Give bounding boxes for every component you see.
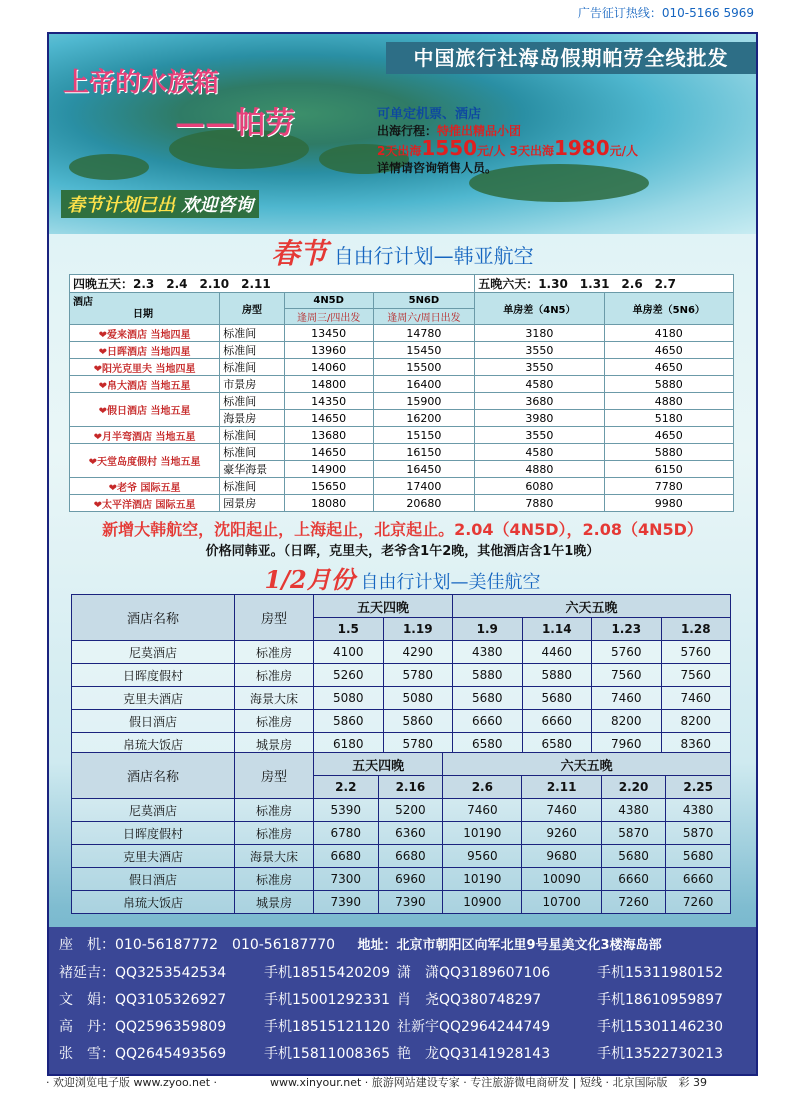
price-cell: 5260 [314, 664, 384, 687]
single-supp-5n6d: 4650 [604, 342, 733, 359]
single-supp-5n6d: 4880 [604, 393, 733, 410]
room-type: 标准间 [220, 478, 284, 495]
col-date: 日期 [133, 308, 153, 320]
hotel-name: 日晖度假村 [72, 822, 235, 845]
table3-col-hotel: 酒店名称 [72, 753, 235, 799]
room-type: 城景房 [235, 733, 314, 756]
single-supp-5n6d: 7780 [604, 478, 733, 495]
price-cell: 10190 [443, 822, 522, 845]
single-supp-4n5d: 7880 [475, 495, 604, 512]
table-row [70, 342, 734, 359]
price-cell: 6580 [522, 733, 592, 756]
hotel-name: ❤日晖酒店 当地四星 [70, 342, 220, 359]
date-header: 2.2 [314, 776, 379, 799]
info-line2-label: 出海行程： [377, 124, 438, 138]
room-type: 标准房 [235, 868, 314, 891]
table-row [70, 376, 734, 393]
price-cell: 7260 [666, 891, 731, 914]
price-cell: 7460 [592, 687, 662, 710]
price-5n6d: 16200 [373, 410, 475, 427]
single-supp-5n6d: 5180 [604, 410, 733, 427]
jan-feb-price-table-2 [71, 752, 731, 914]
table3-group-row [72, 753, 731, 776]
price-4n5d: 14900 [284, 461, 373, 478]
price-cell: 5760 [661, 641, 731, 664]
price-4n5d: 14650 [284, 410, 373, 427]
room-type: 市景房 [220, 376, 284, 393]
footer-right: www.xinyour.net · 旅游网站建设专家 · 专注旅游微电商研发 | 短线 · 北京国际版 彩 39 [270, 1076, 707, 1089]
date-header: 2.20 [601, 776, 666, 799]
price-cell: 4100 [314, 641, 384, 664]
price-cell: 8360 [661, 733, 731, 756]
contact-qq: 文 娟：QQ3105326927 [59, 992, 227, 1008]
banner-title: 中国旅行社海岛假期帕劳全线批发 [386, 42, 756, 74]
room-type: 豪华海景 [220, 461, 284, 478]
contact-qq: 张 雪：QQ2645493569 [59, 1046, 227, 1062]
price-cell: 8200 [592, 710, 662, 733]
single-supp-5n6d: 4180 [604, 325, 733, 342]
price-4n5d: 13680 [284, 427, 373, 444]
price-5n6d: 14780 [373, 325, 475, 342]
room-type: 标准房 [235, 641, 314, 664]
col-5n6d-sub: 逢周六/周日出发 [373, 309, 475, 325]
room-type: 标准房 [235, 799, 314, 822]
contact-row [59, 989, 723, 1009]
price-4n5d: 14800 [284, 376, 373, 393]
price-cell: 5860 [314, 710, 384, 733]
hotel-name: ❤帛大酒店 当地五星 [70, 376, 220, 393]
single-supp-4n5d: 6080 [475, 478, 604, 495]
price-4n5d: 13450 [284, 325, 373, 342]
single-supp-4n5d: 3180 [475, 325, 604, 342]
date-header: 1.9 [453, 618, 523, 641]
dates-5n6d: 五晚六天：1.30 1.31 2.6 2.7 [475, 275, 734, 293]
col-single4: 单房差（4N5） [475, 293, 604, 325]
section2-heading [49, 560, 756, 595]
korea-air-price-table [69, 274, 734, 512]
price-cell: 6360 [378, 822, 443, 845]
table-row [70, 325, 734, 342]
room-type: 标准房 [235, 710, 314, 733]
price-cell: 6660 [601, 868, 666, 891]
price-cell: 10900 [443, 891, 522, 914]
contact-qq: 艳 龙QQ3141928143 [397, 1046, 551, 1062]
contact-mobile: 手机13522730213 [597, 1046, 723, 1062]
price-cell: 7260 [601, 891, 666, 914]
contact-mobile: 手机18515420209 [264, 965, 390, 981]
trip3-label: 3天出海 [509, 144, 554, 158]
price-5n6d: 16150 [373, 444, 475, 461]
price-cell: 4380 [453, 641, 523, 664]
hotel-name: 假日酒店 [72, 868, 235, 891]
trip2-unit: 元/人 [477, 144, 506, 158]
contact-panel [49, 927, 756, 1074]
price-4n5d: 14350 [284, 393, 373, 410]
room-type: 海景大床 [235, 687, 314, 710]
price-cell: 8200 [661, 710, 731, 733]
hotel-name: 克里夫酒店 [72, 687, 235, 710]
col-hotel: 酒店 [73, 296, 93, 308]
price-cell: 4460 [522, 641, 592, 664]
col-4n5d-sub: 逢周三/四出发 [284, 309, 373, 325]
room-type: 海景大床 [235, 845, 314, 868]
price-cell: 6660 [522, 710, 592, 733]
price-5n6d: 16450 [373, 461, 475, 478]
price-cell: 5390 [314, 799, 379, 822]
trip2-price: 1550 [421, 136, 478, 160]
price-cell: 5780 [383, 664, 453, 687]
single-supp-4n5d: 4880 [475, 461, 604, 478]
table-row [70, 427, 734, 444]
table-row [72, 664, 731, 687]
price-4n5d: 15650 [284, 478, 373, 495]
col-5n6d: 5N6D [373, 293, 475, 309]
table-row [72, 822, 731, 845]
price-cell: 5080 [383, 687, 453, 710]
section1-title: 自由行计划—韩亚航空 [333, 244, 534, 268]
price-4n5d: 13960 [284, 342, 373, 359]
price-cell: 5880 [522, 664, 592, 687]
price-cell: 6180 [314, 733, 384, 756]
table-row [72, 710, 731, 733]
room-type: 标准间 [220, 444, 284, 461]
hotel-name: 帛琉大饭店 [72, 733, 235, 756]
table-row [70, 444, 734, 461]
price-4n5d: 14650 [284, 444, 373, 461]
price-5n6d: 15500 [373, 359, 475, 376]
table2-group-5d: 五天四晚 [314, 595, 453, 618]
price-cell: 7560 [592, 664, 662, 687]
table2-body [72, 641, 731, 756]
page-frame [47, 32, 758, 1076]
section1-heading [49, 232, 756, 272]
price-cell: 5860 [383, 710, 453, 733]
table2-col-hotel: 酒店名称 [72, 595, 235, 641]
contact-seat-row [59, 934, 662, 954]
island-shape [69, 154, 149, 180]
single-supp-5n6d: 5880 [604, 444, 733, 461]
price-5n6d: 15900 [373, 393, 475, 410]
seat-phones: 010-56187772 010-56187770 [115, 937, 336, 953]
price-cell: 4380 [666, 799, 731, 822]
date-header: 1.5 [314, 618, 384, 641]
price-cell: 9680 [522, 845, 601, 868]
price-cell: 7390 [314, 891, 379, 914]
single-supp-4n5d: 4580 [475, 444, 604, 461]
hotel-name: ❤月半弯酒店 当地五星 [70, 427, 220, 444]
table3-group-6d: 六天五晚 [443, 753, 731, 776]
table-row [70, 478, 734, 495]
price-cell: 7560 [661, 664, 731, 687]
hotel-name: 克里夫酒店 [72, 845, 235, 868]
table3-group-5d: 五天四晚 [314, 753, 443, 776]
contact-row [59, 1016, 723, 1036]
single-supp-5n6d: 6150 [604, 461, 733, 478]
contact-mobile: 手机15301146230 [597, 1019, 723, 1035]
table2-col-room: 房型 [235, 595, 314, 641]
price-cell: 5680 [601, 845, 666, 868]
table1-dates-row [70, 275, 734, 293]
single-supp-4n5d: 4580 [475, 376, 604, 393]
date-header: 2.11 [522, 776, 601, 799]
date-header: 2.16 [378, 776, 443, 799]
address: 地址：北京市朝阳区向军北里9号星美文化3楼海岛部 [357, 938, 662, 953]
room-type: 标准间 [220, 393, 284, 410]
price-cell: 6680 [314, 845, 379, 868]
ad-hotline: 广告征订热线：010-5166 5969 [577, 6, 754, 20]
date-header: 1.28 [661, 618, 731, 641]
table-row [72, 868, 731, 891]
price-cell: 7390 [378, 891, 443, 914]
info-line1: 可单定机票、酒店 [377, 107, 482, 122]
seat-label: 座 机： [59, 937, 115, 953]
contact-mobile: 手机15001292331 [264, 992, 390, 1008]
table1-body [70, 325, 734, 512]
price-cell: 7960 [592, 733, 662, 756]
hotel-name: ❤太平洋酒店 国际五星 [70, 495, 220, 512]
hotel-name: ❤老爷 国际五星 [70, 478, 220, 495]
date-header: 2.6 [443, 776, 522, 799]
date-header: 2.25 [666, 776, 731, 799]
table-row [70, 495, 734, 512]
section2-title: 自由行计划—美佳航空 [360, 572, 541, 593]
trip3-unit: 元/人 [609, 144, 639, 158]
price-cell: 7460 [661, 687, 731, 710]
contact-mobile: 手机15311980152 [597, 965, 723, 981]
contact-qq: 潇 潇QQ3189607106 [397, 965, 551, 981]
price-5n6d: 16400 [373, 376, 475, 393]
banner-info [377, 106, 638, 177]
price-cell: 5870 [666, 822, 731, 845]
jan-feb-price-table-1 [71, 594, 731, 756]
price-cell: 4380 [601, 799, 666, 822]
contact-mobile: 手机18515121120 [264, 1019, 390, 1035]
hotel-name: ❤假日酒店 当地五星 [70, 393, 220, 427]
col-room: 房型 [220, 293, 284, 325]
price-cell: 5080 [314, 687, 384, 710]
plan-text-a: 春节计划已出 [67, 195, 175, 216]
info-line4: 详情请咨询销售人员。 [377, 161, 498, 175]
room-type: 园景房 [220, 495, 284, 512]
col-4n5d: 4N5D [284, 293, 373, 309]
table3-body [72, 799, 731, 914]
contact-mobile: 手机15811008365 [264, 1046, 390, 1062]
price-5n6d: 17400 [373, 478, 475, 495]
col-single5: 单房差（5N6） [604, 293, 733, 325]
hotel-name: 日晖度假村 [72, 664, 235, 687]
price-cell: 7300 [314, 868, 379, 891]
table1-header-row [70, 293, 734, 309]
price-4n5d: 18080 [284, 495, 373, 512]
price-cell: 5680 [666, 845, 731, 868]
price-cell: 10090 [522, 868, 601, 891]
price-note: 价格同韩亚。（日晖，克里夫，老爷含1午2晚，其他酒店含1午1晚） [205, 544, 600, 559]
date-header: 1.23 [592, 618, 662, 641]
contact-row [59, 962, 723, 982]
single-supp-4n5d: 3680 [475, 393, 604, 410]
room-type: 标准间 [220, 427, 284, 444]
hotel-name: 帛琉大饭店 [72, 891, 235, 914]
table-row [72, 687, 731, 710]
price-cell: 7460 [443, 799, 522, 822]
contact-row [59, 1043, 723, 1063]
room-type: 标准房 [235, 822, 314, 845]
price-cell: 6960 [378, 868, 443, 891]
single-supp-4n5d: 3550 [475, 359, 604, 376]
date-header: 1.14 [522, 618, 592, 641]
table-row [70, 359, 734, 376]
price-cell: 6580 [453, 733, 523, 756]
table-row [72, 891, 731, 914]
single-supp-4n5d: 3980 [475, 410, 604, 427]
price-cell: 6780 [314, 822, 379, 845]
price-5n6d: 15150 [373, 427, 475, 444]
single-supp-4n5d: 3550 [475, 342, 604, 359]
price-5n6d: 20680 [373, 495, 475, 512]
price-cell: 6660 [453, 710, 523, 733]
table3-col-room: 房型 [235, 753, 314, 799]
contact-mobile: 手机18610959897 [597, 992, 723, 1008]
hotel-name: ❤阳光克里夫 当地四星 [70, 359, 220, 376]
banner [49, 34, 756, 234]
hotel-name: ❤天堂岛度假村 当地五星 [70, 444, 220, 478]
price-cell: 5680 [522, 687, 592, 710]
price-cell: 6660 [666, 868, 731, 891]
contact-qq: 社新宇QQ2964244749 [397, 1019, 551, 1035]
section1-em: 春节 [271, 237, 328, 270]
slogan-line2: ——帕劳 [175, 106, 295, 141]
single-supp-5n6d: 5880 [604, 376, 733, 393]
single-supp-5n6d: 4650 [604, 359, 733, 376]
price-cell: 7460 [522, 799, 601, 822]
trip2-label: 2天出海 [377, 144, 422, 158]
price-cell: 5680 [453, 687, 523, 710]
single-supp-4n5d: 3550 [475, 427, 604, 444]
price-cell: 5870 [601, 822, 666, 845]
room-type: 标准间 [220, 342, 284, 359]
contact-qq: 褚延吉：QQ3253542534 [59, 965, 227, 981]
room-type: 标准间 [220, 359, 284, 376]
price-cell: 4290 [383, 641, 453, 664]
room-type: 海景房 [220, 410, 284, 427]
hotel-name: 尼莫酒店 [72, 799, 235, 822]
table-row [72, 799, 731, 822]
trip3-price: 1980 [553, 136, 610, 160]
price-cell: 5880 [453, 664, 523, 687]
price-cell: 5760 [592, 641, 662, 664]
price-cell: 9260 [522, 822, 601, 845]
table-row [72, 845, 731, 868]
table-row [72, 641, 731, 664]
price-cell: 6680 [378, 845, 443, 868]
footer-left: · 欢迎浏览电子版 www.zyoo.net · [46, 1076, 218, 1089]
contact-qq: 高 丹：QQ2596359809 [59, 1019, 227, 1035]
contact-qq: 肖 尧QQ380748297 [397, 992, 542, 1008]
hotel-name: ❤爱来酒店 当地四星 [70, 325, 220, 342]
hotel-name: 尼莫酒店 [72, 641, 235, 664]
room-type: 标准房 [235, 664, 314, 687]
table-row [70, 393, 734, 410]
info-line3 [377, 136, 639, 160]
single-supp-5n6d: 4650 [604, 427, 733, 444]
price-cell: 9560 [443, 845, 522, 868]
date-header: 1.19 [383, 618, 453, 641]
spring-plan-badge [61, 190, 259, 218]
section2-em: 1/2月份 [264, 565, 355, 594]
dates-4n5d: 四晚五天：2.3 2.4 2.10 2.11 [70, 275, 475, 293]
price-cell: 10700 [522, 891, 601, 914]
room-type: 城景房 [235, 891, 314, 914]
table2-group-row [72, 595, 731, 618]
info-line2-value: 特推出精品小团 [437, 124, 522, 138]
plan-text-b: 欢迎咨询 [181, 195, 254, 216]
price-cell: 10190 [443, 868, 522, 891]
slogan-line1: 上帝的水族箱 [63, 68, 220, 98]
price-cell: 5780 [383, 733, 453, 756]
korean-air-note: 新增大韩航空，沈阳起止，上海起止，北京起止。2.04（4N5D），2.08（4N5D） [102, 520, 703, 539]
price-5n6d: 15450 [373, 342, 475, 359]
hotel-date-header [70, 293, 220, 325]
single-supp-5n6d: 9980 [604, 495, 733, 512]
room-type: 标准间 [220, 325, 284, 342]
price-4n5d: 14060 [284, 359, 373, 376]
price-cell: 5200 [378, 799, 443, 822]
hotel-name: 假日酒店 [72, 710, 235, 733]
table2-group-6d: 六天五晚 [453, 595, 731, 618]
